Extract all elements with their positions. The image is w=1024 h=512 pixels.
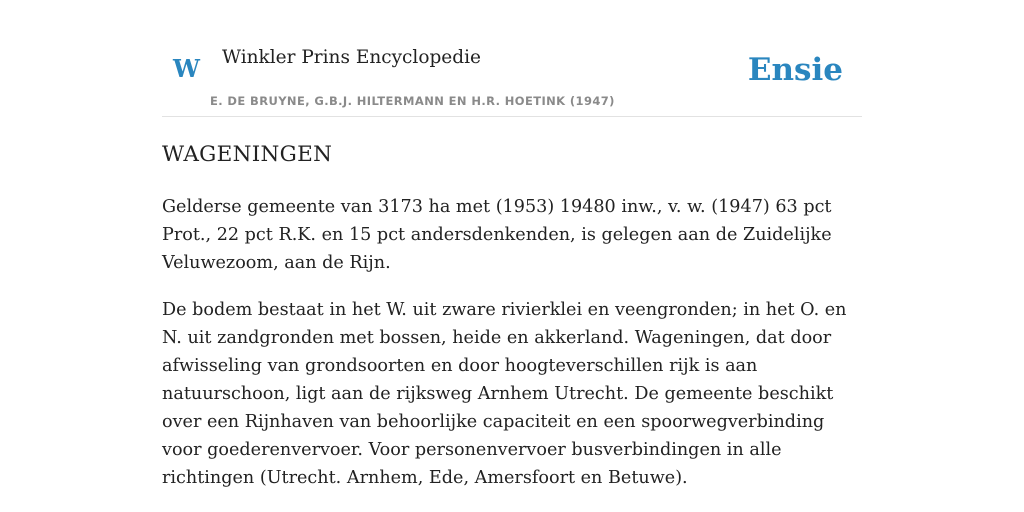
source-header xyxy=(162,0,862,117)
encyclopedia-authors: E. DE BRUYNE, G.B.J. HILTERMANN EN H.R. HOETINK (1947) xyxy=(210,94,615,108)
ensie-logo[interactable]: Ensie xyxy=(747,52,843,88)
article-paragraph: Gelderse gemeente van 3173 ha met (1953) 19480 inw., v. w. (1947) 63 pct Prot., 22 pct R.K. en 15 pct andersdenkenden, is gelegen aan de Zuidelijke Veluwezoom, aan de Rijn. xyxy=(162,197,832,273)
encyclopedia-logo[interactable]: W xyxy=(173,54,200,83)
article xyxy=(162,139,868,511)
encyclopedia-title[interactable]: Winkler Prins Encyclopedie xyxy=(222,47,481,68)
article-paragraph: De bodem bestaat in het W. uit zware rivierklei en veengronden; in het O. en N. uit zandgronden met bossen, heide en akkerland. Wageningen, dat door afwisseling van grondsoorten en door hoogteverschillen rijk is aan natuurschoon, ligt aan de rijksweg Arnhem Utrecht. De gemeente beschikt over een Rijnhaven van behoorlijke capaciteit en een spoorwegverbinding voor goederenvervoer. Voor personenvervoer busverbindingen in alle richtingen (Utrecht. Arnhem, Ede, Amersfoort en Betuwe). xyxy=(162,300,847,488)
article-title: WAGENINGEN xyxy=(162,142,333,167)
